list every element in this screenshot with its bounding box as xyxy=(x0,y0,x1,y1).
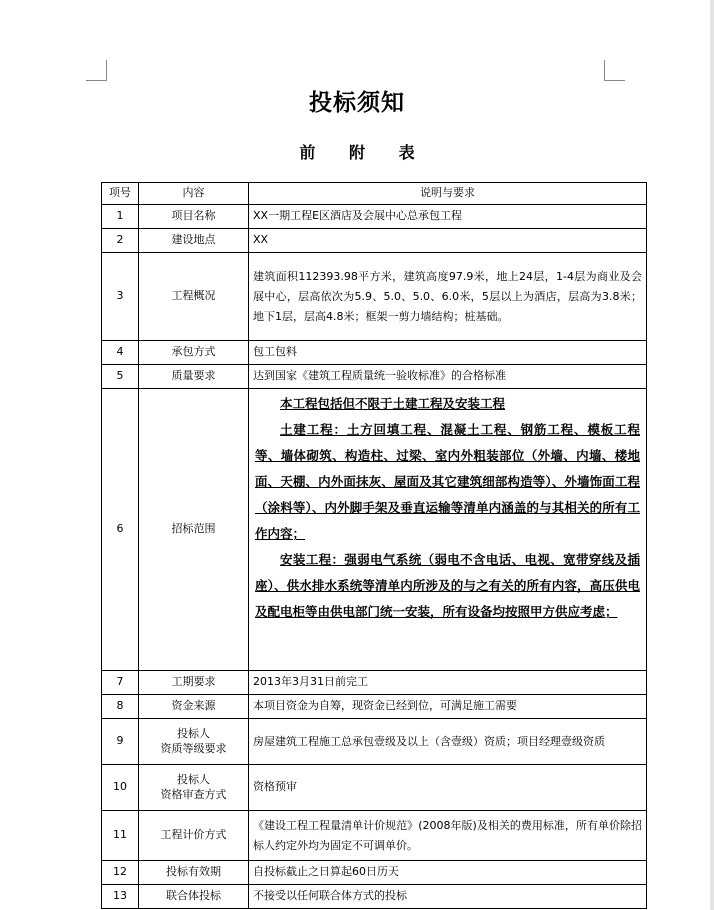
row-desc: 包工包料 xyxy=(249,341,647,365)
row-desc: 资格预审 xyxy=(249,765,647,811)
table-header-row xyxy=(102,183,647,205)
page-edge xyxy=(710,0,714,910)
row-item: 建设地点 xyxy=(139,229,249,253)
row-no: 2 xyxy=(102,229,139,253)
row-no: 10 xyxy=(102,765,139,811)
row-item: 工期要求 xyxy=(139,671,249,695)
row-no: 13 xyxy=(102,885,139,909)
row-item xyxy=(139,719,249,765)
row-item: 投标有效期 xyxy=(139,861,249,885)
row-desc: 不接受以任何联合体方式的投标 xyxy=(249,885,647,909)
row-desc: 房屋建筑工程施工总承包壹级及以上（含壹级）资质；项目经理壹级资质 xyxy=(249,719,647,765)
table-row xyxy=(102,365,647,389)
row-no: 1 xyxy=(102,205,139,229)
row-item: 项目名称 xyxy=(139,205,249,229)
table-row xyxy=(102,229,647,253)
row-no: 3 xyxy=(102,253,139,341)
table-row xyxy=(102,811,647,861)
row-item-line2: 资格审查方式 xyxy=(160,787,227,801)
table-row xyxy=(102,719,647,765)
row-item: 联合体投标 xyxy=(139,885,249,909)
row-no: 9 xyxy=(102,719,139,765)
table-row-scope xyxy=(102,389,647,671)
row-item: 承包方式 xyxy=(139,341,249,365)
row-no: 8 xyxy=(102,695,139,719)
table-row xyxy=(102,671,647,695)
table-row xyxy=(102,341,647,365)
scope-installation-works: 安装工程：强弱电气系统（弱电不含电话、电视、宽带穿线及插座）、供水排水系统等清单内所涉及的与之有关的所有内容，高压供电及配电柜等由供电部门统一安装，所有设备均按照甲方供应考虑； xyxy=(255,552,640,619)
row-item: 招标范围 xyxy=(139,389,249,671)
document-subtitle: 前 附 表 xyxy=(299,143,429,162)
table-row xyxy=(102,695,647,719)
row-no: 4 xyxy=(102,341,139,365)
row-item: 工程计价方式 xyxy=(139,811,249,861)
row-no: 6 xyxy=(102,389,139,671)
table-row xyxy=(102,765,647,811)
row-item: 资金来源 xyxy=(139,695,249,719)
row-desc: 本项目资金为自筹，现资金已经到位，可满足施工需要 xyxy=(249,695,647,719)
table-row xyxy=(102,885,647,909)
scope-intro: 本工程包括但不限于土建工程及安装工程 xyxy=(280,396,506,411)
row-item-line2: 资质等级要求 xyxy=(160,741,227,755)
scope-civil-works: 土建工程：土方回填工程、混凝土工程、钢筋工程、模板工程等、墙体砌筑、构造柱、过梁、室内外粗装部位（外墙、内墙、楼地面、天棚、内外面抹灰、屋面及其它建筑细部构造等）、外墙饰面工程（涂料等）、内外脚手架及垂直运输等清单内涵盖的与其相关的所有工作内容； xyxy=(255,422,640,541)
row-desc: 达到国家《建筑工程质量统一验收标准》的合格标准 xyxy=(249,365,647,389)
row-item xyxy=(139,765,249,811)
row-item-line1: 投标人 xyxy=(177,773,210,787)
header-content: 内容 xyxy=(139,183,249,205)
table-row xyxy=(102,205,647,229)
row-desc: XX xyxy=(249,229,647,253)
row-no: 5 xyxy=(102,365,139,389)
row-desc: XX一期工程E区酒店及会展中心总承包工程 xyxy=(249,205,647,229)
row-desc: 《建设工程工程量清单计价规范》(2008年版)及相关的费用标准，所有单价除招标人约定外均为固定不可调单价。 xyxy=(249,811,647,861)
header-description: 说明与要求 xyxy=(249,183,647,205)
header-no: 项号 xyxy=(102,183,139,205)
front-attachment-table xyxy=(101,182,647,909)
row-desc: 自投标截止之日算起60日历天 xyxy=(249,861,647,885)
scope-description xyxy=(249,389,647,671)
row-no: 11 xyxy=(102,811,139,861)
row-no: 12 xyxy=(102,861,139,885)
table-row xyxy=(102,253,647,341)
document-title: 投标须知 xyxy=(309,89,405,116)
row-desc: 建筑面积112393.98平方米，建筑高度97.9米，地上24层，1-4层为商业及会展中心，层高依次为5.9、5.0、5.0、6.0米，5层以上为酒店，层高为3.8米；地下1层，层高4.8米；框架一剪力墙结构；桩基础。 xyxy=(249,253,647,341)
row-item-line1: 投标人 xyxy=(177,727,210,741)
crop-mark-top-right xyxy=(604,60,625,81)
crop-mark-top-left xyxy=(86,60,107,81)
row-desc: 2013年3月31日前完工 xyxy=(249,671,647,695)
row-item: 工程概况 xyxy=(139,253,249,341)
table-row xyxy=(102,861,647,885)
row-item: 质量要求 xyxy=(139,365,249,389)
row-no: 7 xyxy=(102,671,139,695)
